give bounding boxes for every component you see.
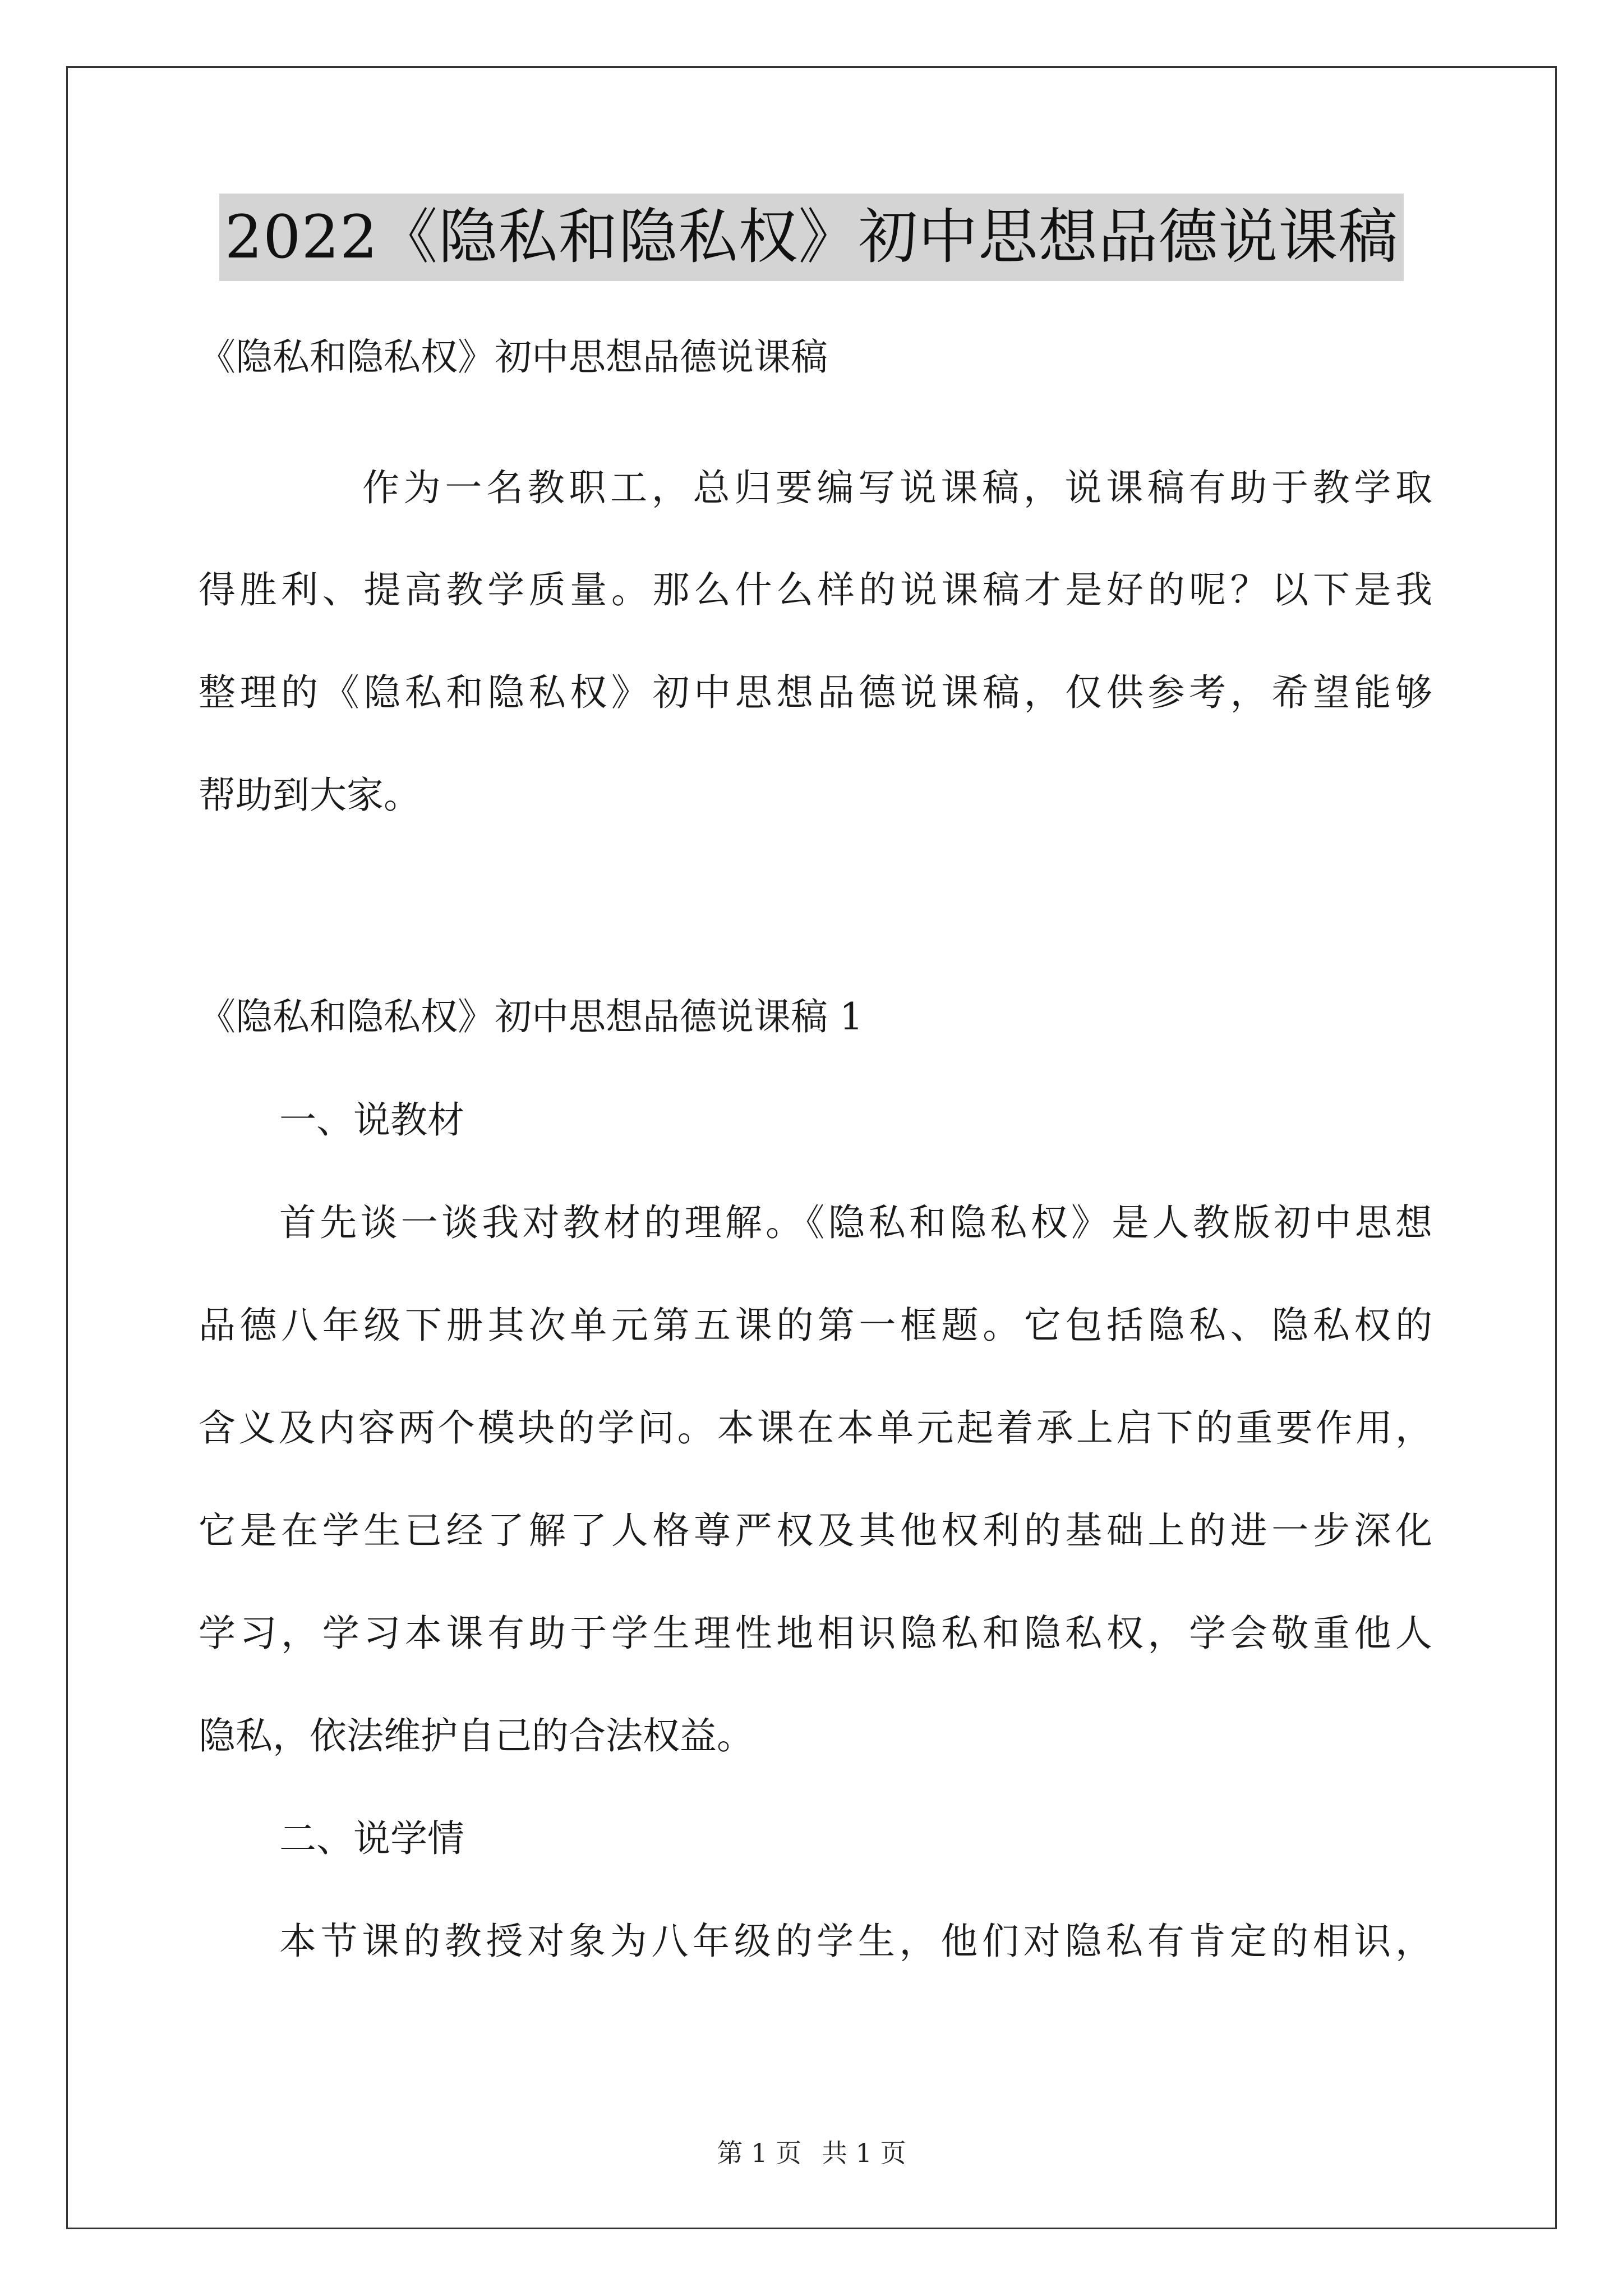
page-total: 共 1 页 xyxy=(822,2138,906,2168)
para1-line-2: 品德八年级下册其次单元第五课的第一框题。它包括隐私、隐私权的 xyxy=(199,1304,1432,1347)
para1-line-4: 它是在学生已经了解了人格尊严权及其他权利的基础上的进一步深化 xyxy=(199,1509,1432,1552)
intro-line-2: 得胜利、提高教学质量。那么什么样的说课稿才是好的呢？以下是我 xyxy=(199,568,1432,611)
heading-teaching-material: 一、说教材 xyxy=(279,1098,464,1142)
intro-line-4: 帮助到大家。 xyxy=(199,774,421,817)
subtitle: 《隐私和隐私权》初中思想品德说课稿 xyxy=(199,335,828,379)
section-title: 《隐私和隐私权》初中思想品德说课稿 1 xyxy=(199,995,863,1038)
title-container xyxy=(0,194,1623,281)
para2-line-1: 本节课的教授对象为八年级的学生，他们对隐私有肯定的相识， xyxy=(279,1920,1432,1963)
para1-line-3: 含义及内容两个模块的学问。本课在本单元起着承上启下的重要作用， xyxy=(199,1406,1432,1450)
heading-student-situation: 二、说学情 xyxy=(279,1817,464,1860)
para1-line-1: 首先谈一谈我对教材的理解。《隐私和隐私权》是人教版初中思想 xyxy=(279,1201,1432,1244)
intro-line-1: 作为一名教职工，总归要编写说课稿，说课稿有助于教学取 xyxy=(362,466,1432,509)
page-footer xyxy=(0,2136,1623,2170)
intro-line-3: 整理的《隐私和隐私权》初中思想品德说课稿，仅供参考，希望能够 xyxy=(199,671,1432,714)
para1-line-6: 隐私，依法维护自己的合法权益。 xyxy=(199,1714,754,1757)
page-number: 第 1 页 xyxy=(717,2138,801,2168)
para1-line-5: 学习，学习本课有助于学生理性地相识隐私和隐私权，学会敬重他人 xyxy=(199,1612,1432,1655)
page-border xyxy=(66,66,1557,2229)
document-title: 2022《隐私和隐私权》初中思想品德说课稿 xyxy=(219,194,1404,281)
